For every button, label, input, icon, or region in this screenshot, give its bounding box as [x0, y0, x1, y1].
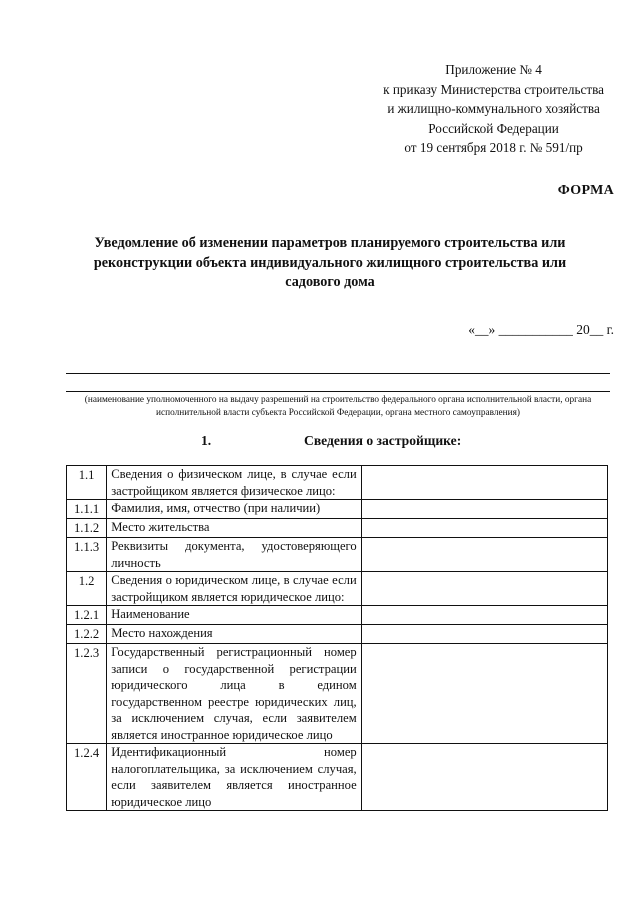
row-label: Реквизиты документа, удостоверяющего личность — [107, 538, 362, 572]
row-value — [361, 644, 607, 744]
row-value — [361, 744, 607, 811]
title-line: Уведомление об изменении параметров планируемого строительства или — [94, 235, 566, 251]
row-value — [361, 606, 607, 625]
row-number: 1.1 — [67, 466, 107, 500]
developer-info-table — [66, 465, 608, 811]
appendix-line: к приказу Министерства строительства — [383, 81, 604, 97]
table-row — [67, 538, 608, 572]
appendix-line: и жилищно-коммунального хозяйства — [387, 101, 600, 117]
table-row — [67, 744, 608, 811]
form-label: ФОРМА — [557, 183, 614, 198]
appendix-line: от 19 сентября 2018 г. № 591/пр — [404, 140, 583, 156]
row-value — [361, 625, 607, 644]
row-label: Место жительства — [107, 519, 362, 538]
table-row — [67, 606, 608, 625]
appendix-line: Приложение № 4 — [445, 62, 542, 77]
row-value — [361, 519, 607, 538]
document-title — [40, 234, 620, 293]
authority-name-underline — [66, 391, 610, 392]
authority-name-line — [66, 373, 610, 374]
row-value — [361, 572, 607, 606]
row-label: Идентификационный номер налогоплательщика, за исключением случая, если заявителем является иностранное юридическое лицо — [107, 744, 362, 811]
row-number: 1.2.2 — [67, 625, 107, 644]
row-label: Фамилия, имя, отчество (при наличии) — [107, 500, 362, 519]
row-label: Место нахождения — [107, 625, 362, 644]
appendix-line: Российской Федерации — [428, 120, 559, 136]
row-number: 1.2.4 — [67, 744, 107, 811]
row-label: Государственный регистрационный номер записи о государственной регистрации юридического лица в едином государственном реестре юридических лиц, за исключением случая, если заявителем является иностранное юридическое лицо — [107, 644, 362, 744]
row-value — [361, 538, 607, 572]
table-row — [67, 500, 608, 519]
title-line: реконструкции объекта индивидуального жилищного строительства или — [93, 254, 567, 271]
row-value — [361, 500, 607, 519]
row-label: Сведения о физическом лице, в случае если застройщиком является физическое лицо: — [107, 466, 362, 500]
row-label: Наименование — [107, 606, 362, 625]
authority-caption: (наименование уполномоченного на выдачу разрешений на строительство федерального органа исполнительной власти, органа исполнительной власти субъекта Российской Федерации, органа местного самоуправления) — [84, 395, 592, 418]
date-field: «__» ___________ 20__ г. — [468, 322, 614, 337]
table-row — [67, 625, 608, 644]
row-value — [361, 466, 607, 500]
table-row — [67, 466, 608, 500]
row-number: 1.1.1 — [67, 500, 107, 519]
section-number: 1. — [201, 433, 212, 448]
table-row — [67, 644, 608, 744]
row-number: 1.2.3 — [67, 644, 107, 744]
table-row — [67, 572, 608, 606]
row-number: 1.1.3 — [67, 538, 107, 572]
row-number: 1.2 — [67, 572, 107, 606]
row-label: Сведения о юридическом лице, в случае если застройщиком является юридическое лицо: — [107, 572, 362, 606]
row-number: 1.1.2 — [67, 519, 107, 538]
section-title: Сведения о застройщике: — [304, 433, 462, 448]
title-line: садового дома — [285, 274, 375, 290]
row-number: 1.2.1 — [67, 606, 107, 625]
appendix-header — [383, 60, 604, 158]
table-row — [67, 519, 608, 538]
